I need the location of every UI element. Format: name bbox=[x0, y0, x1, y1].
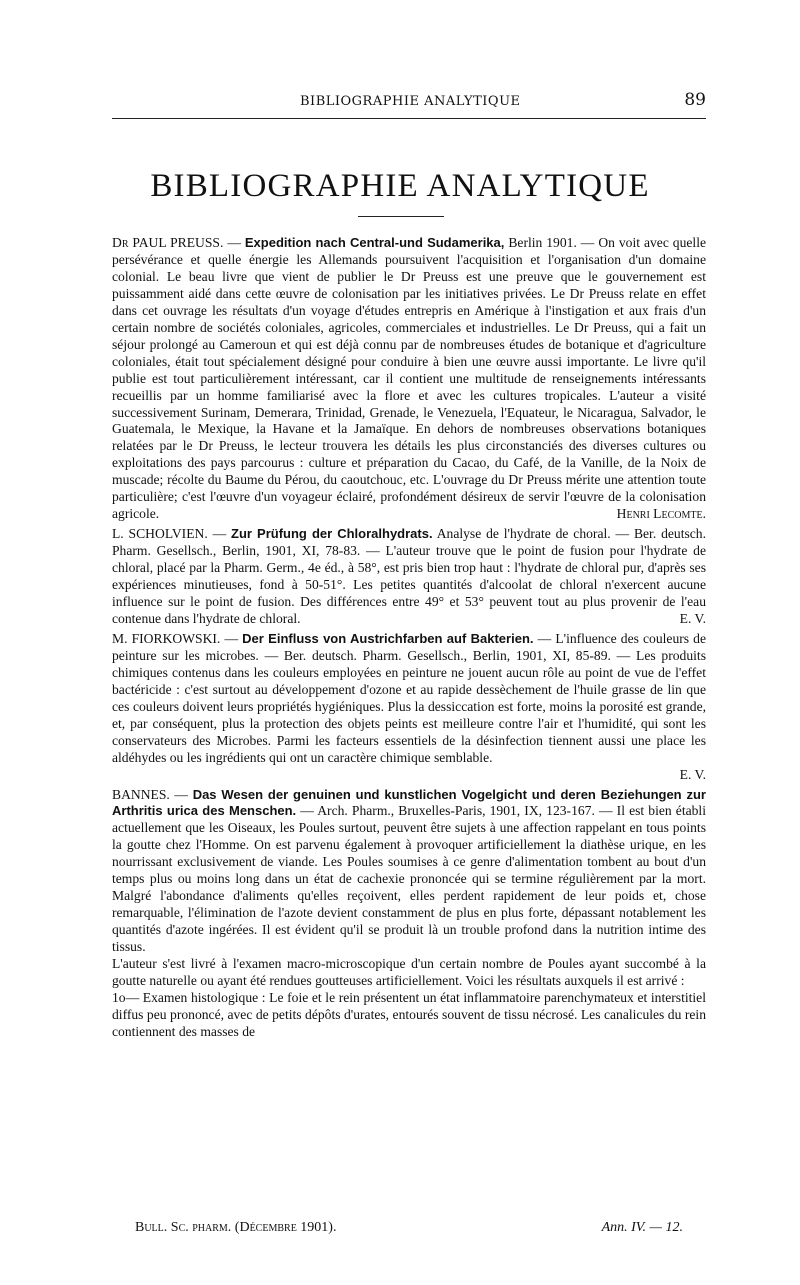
footer-journal: Bull. Sc. pharm. (Décembre 1901). bbox=[135, 1220, 337, 1235]
entry-title: Der Einfluss von Austrichfarben auf Bakterien. bbox=[242, 630, 534, 646]
page-title: BIBLIOGRAPHIE ANALYTIQUE bbox=[150, 168, 650, 204]
entry-author: BANNES. — bbox=[112, 786, 189, 802]
entry-signature: E. V. bbox=[679, 766, 706, 782]
page-number: 89 bbox=[684, 90, 706, 110]
entry-paragraph-3: 1o— Examen histologique : Le foie et le rein présentent un état inflammatoire parenchymateux et interstitiel diffus peu prononcé, avec de petits dépôts d'urates, entourés souvent de tissu nécrosé. Les canalicules du rein contiennent des masses de bbox=[112, 989, 706, 1039]
entry-signature: E. V. bbox=[679, 610, 706, 626]
entry-title: Zur Prüfung der Chloralhydrats. bbox=[231, 526, 433, 542]
entry-scholvien bbox=[112, 526, 706, 628]
entry-paragraph bbox=[112, 787, 706, 957]
running-header bbox=[112, 92, 706, 119]
entry-paragraph-2: L'auteur s'est livré à l'examen macro-microscopique d'un certain nombre de Poules ayant succombé à la goutte naturelle ou ayant été rendues goutteuses artificiellement. Voici les résultats auxquels il est arrivé : bbox=[112, 956, 706, 988]
entry-paragraph bbox=[112, 631, 706, 767]
entry-text: Analyse de l'hydrate de choral. — Ber. deutsch. Pharm. Gesellsch., Berlin, 1901, XI, 78-83. — L'auteur trouve que le point de fusion pour l'hydrate de chloral, placé par la Pharm. Germ., 4e éd., à 58°, est pris bien trop haut : l'hydrate de chloral pur, d'après ses expériences minutieuses, fond à 50-51°. Les petites quantités d'alcoolat de chloral n'exercent aucune influence sur le point de fusion. Des différences entre 49° et 53° peuvent tout au plus provenir de l'eau contenue dans l'hydrate de chloral. bbox=[112, 526, 707, 626]
entry-paragraph bbox=[112, 235, 706, 523]
running-title: BIBLIOGRAPHIE ANALYTIQUE bbox=[300, 94, 521, 109]
entry-author: Dr PAUL PREUSS. — bbox=[112, 235, 241, 250]
entry-bannes bbox=[112, 787, 706, 1041]
entry-text: — L'influence des couleurs de peinture sur les microbes. — Ber. deutsch. Pharm. Gesellsch., Berlin, 1901, XI, 85-89. — Les produits chimiques contenus dans les couleurs employées en peinture ne jouent aucun rôle au point de vue de l'effet bactéricide : c'est surtout au développement d'ozone et au rapide dessèchement de l'huile grasse de lin que ces couleurs doivent leurs propriétés hygiéniques. Plus la dessiccation est forte, moins la porosité est grande, et, par conséquent, plus la protection des objets peints est meilleure contre l'air et l'humidité, qui sont les conservateurs des Microbes. Parmi les facteurs essentiels de la désinfection tiennent aussi une place les aldéhydes ou les ingrédients qui ont un caractère chimique semblable. bbox=[112, 630, 706, 765]
footer-volume: Ann. IV. — 12. bbox=[601, 1220, 683, 1235]
entry-paragraph bbox=[112, 526, 706, 628]
entry-text: Berlin 1901. — On voit avec quelle persévérance et quelle énergie les Allemands poursuivent l'acquisition et l'organisation d'un domaine colonial. Le beau livre que vient de publier le Dr Preuss est une preuve que le gouvernement est puissamment aidé dans cette œuvre de colonisation par les initiatives privées. Le Dr Preuss relate en effet dans cet ouvrage les résultats d'un voyage d'études entrepris en Amérique à l'instigation et aux frais d'un certain nombre de sociétés coloniales, agricoles, commerciales et industrielles. Le Dr Preuss, qui a fait un séjour prolongé au Cameroun et qui est déjà connu par de nombreuses études de botanique et d'agriculture coloniales, était tout spécialement désigné pour conduire à bien une œuvre aussi importante. Le livre qu'il publie est tout particulièrement intéressant, car il contient une multitude de renseignements intéressants recueillis par un homme familiarisé avec la flore et avec les cultures tropicales. L'auteur a visité successivement Surinam, Demerara, Trinidad, Grenade, le Venezuela, l'Equateur, le Nicaragua, Salvador, le Guatemala, le Mexique, la Havane et la Jamaïque. En dehors de nombreuses observations botaniques relatées par le Dr Preuss, le lecteur trouvera les détails les plus circonstanciés des diverses cultures ou exploitations des pays parcourus : culture et préparation du Cacao, du Café, de la Vanille, de la Noix de muscade; récolte du Baume du Pérou, du caoutchouc, etc. L'ouvrage du Dr Preuss mérite une attention toute particulière; c'est l'œuvre d'un voyageur éclairé, profondément désireux de servir l'œuvre de la colonisation agricole. bbox=[112, 235, 707, 522]
entry-title: Expedition nach Central-und Sudamerika, bbox=[244, 235, 505, 250]
entry-signature: Henri Lecomte. bbox=[616, 506, 706, 522]
entry-title: Das Wesen der genuinen und kunstlichen Vogelgicht und deren Beziehungen zur Arthritis urica des Menschen. bbox=[112, 786, 706, 819]
entry-preuss bbox=[112, 235, 706, 523]
entry-author: L. SCHOLVIEN. — bbox=[112, 526, 227, 542]
entry-text: — Arch. Pharm., Bruxelles-Paris, 1901, IX, 123-167. — Il est bien établi actuellement que les Oiseaux, les Poules surtout, peuvent être sujets à une affection rappelant en tous points la goutte chez l'Homme. On est parvenu également à provoquer artificiellement la diathèse urique, en les nourrissant exclusivement de viande. Les Poules soumises à ce genre d'alimentation tombent au bout d'un temps plus ou moins long dans un état de cachexie prononcée qui se termine régulièrement par la mort. Malgré l'abondance d'aliments qu'elles reçoivent, elles perdent rapidement de leur poids et, chose remarquable, l'élimination de l'azote devient constamment de plus en plus forte, dépassant notablement les quantités d'azote ingérées. Il est évident qu'il se produit là un trouble profond dans la nutrition intime des tissus. bbox=[112, 803, 706, 955]
title-rule bbox=[358, 216, 444, 217]
article-body bbox=[112, 235, 706, 1044]
entry-fiorkowski bbox=[112, 631, 706, 784]
entry-author: M. FIORKOWSKI. — bbox=[112, 630, 239, 646]
